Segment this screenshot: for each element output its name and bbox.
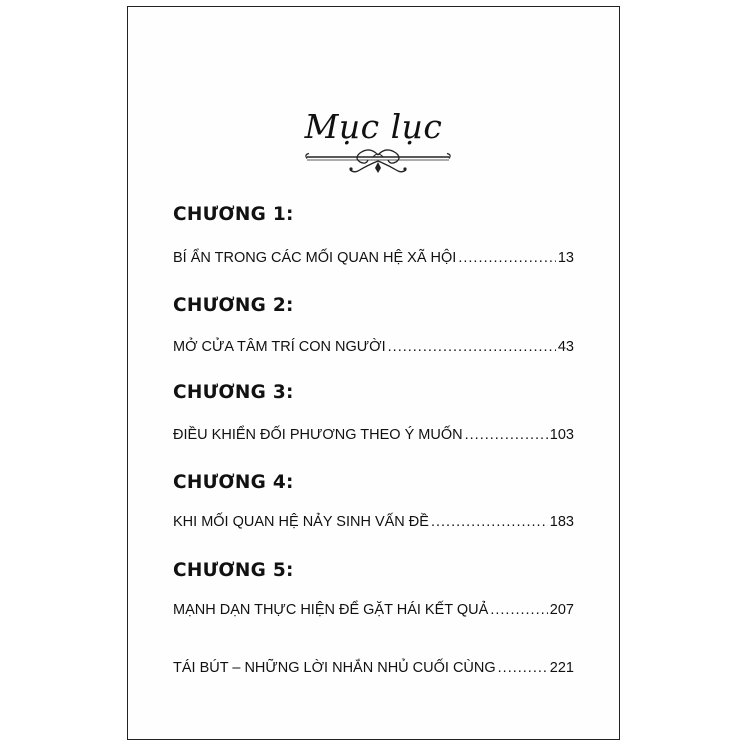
toc-entry-postscript[interactable] bbox=[173, 660, 574, 676]
toc-entry-chapter-3[interactable] bbox=[173, 427, 574, 443]
chapter-5-heading: CHƯƠNG 5: bbox=[173, 560, 294, 581]
chapter-3-heading: CHƯƠNG 3: bbox=[173, 382, 294, 403]
chapter-4-heading: CHƯƠNG 4: bbox=[173, 472, 294, 493]
entry-title: KHI MỐI QUAN HỆ NẢY SINH VẤN ĐỀ bbox=[173, 514, 429, 530]
page-title: Mục lục bbox=[304, 107, 443, 146]
dot-leader bbox=[498, 660, 548, 676]
page-number: 221 bbox=[549, 660, 574, 676]
chapter-1-heading: CHƯƠNG 1: bbox=[173, 204, 294, 225]
page-number: 183 bbox=[549, 514, 574, 530]
dot-leader bbox=[465, 427, 548, 443]
entry-title: MỞ CỬA TÂM TRÍ CON NGƯỜI bbox=[173, 339, 386, 355]
toc-entry-chapter-1[interactable] bbox=[173, 250, 574, 266]
book-page bbox=[127, 6, 620, 740]
entry-title: MẠNH DẠN THỰC HIỆN ĐỂ GẶT HÁI KẾT QUẢ bbox=[173, 602, 489, 618]
toc-entry-chapter-2[interactable] bbox=[173, 339, 574, 355]
page-number: 207 bbox=[549, 602, 574, 618]
page-number: 103 bbox=[549, 427, 574, 443]
dot-leader bbox=[490, 602, 547, 618]
entry-title: TÁI BÚT – NHỮNG LỜI NHẮN NHỦ CUỐI CÙNG bbox=[173, 660, 496, 676]
scroll-ornament-icon bbox=[303, 143, 453, 177]
dot-leader bbox=[458, 250, 556, 266]
entry-title: BÍ ẨN TRONG CÁC MỐI QUAN HỆ XÃ HỘI bbox=[173, 250, 457, 266]
dot-leader bbox=[431, 514, 548, 530]
page-number: 13 bbox=[557, 250, 574, 266]
entry-title: ĐIỀU KHIỂN ĐỐI PHƯƠNG THEO Ý MUỐN bbox=[173, 427, 463, 443]
toc-entry-chapter-5[interactable] bbox=[173, 602, 574, 618]
chapter-2-heading: CHƯƠNG 2: bbox=[173, 295, 294, 316]
page-number: 43 bbox=[557, 339, 574, 355]
dot-leader bbox=[388, 339, 556, 355]
toc-entry-chapter-4[interactable] bbox=[173, 514, 574, 530]
